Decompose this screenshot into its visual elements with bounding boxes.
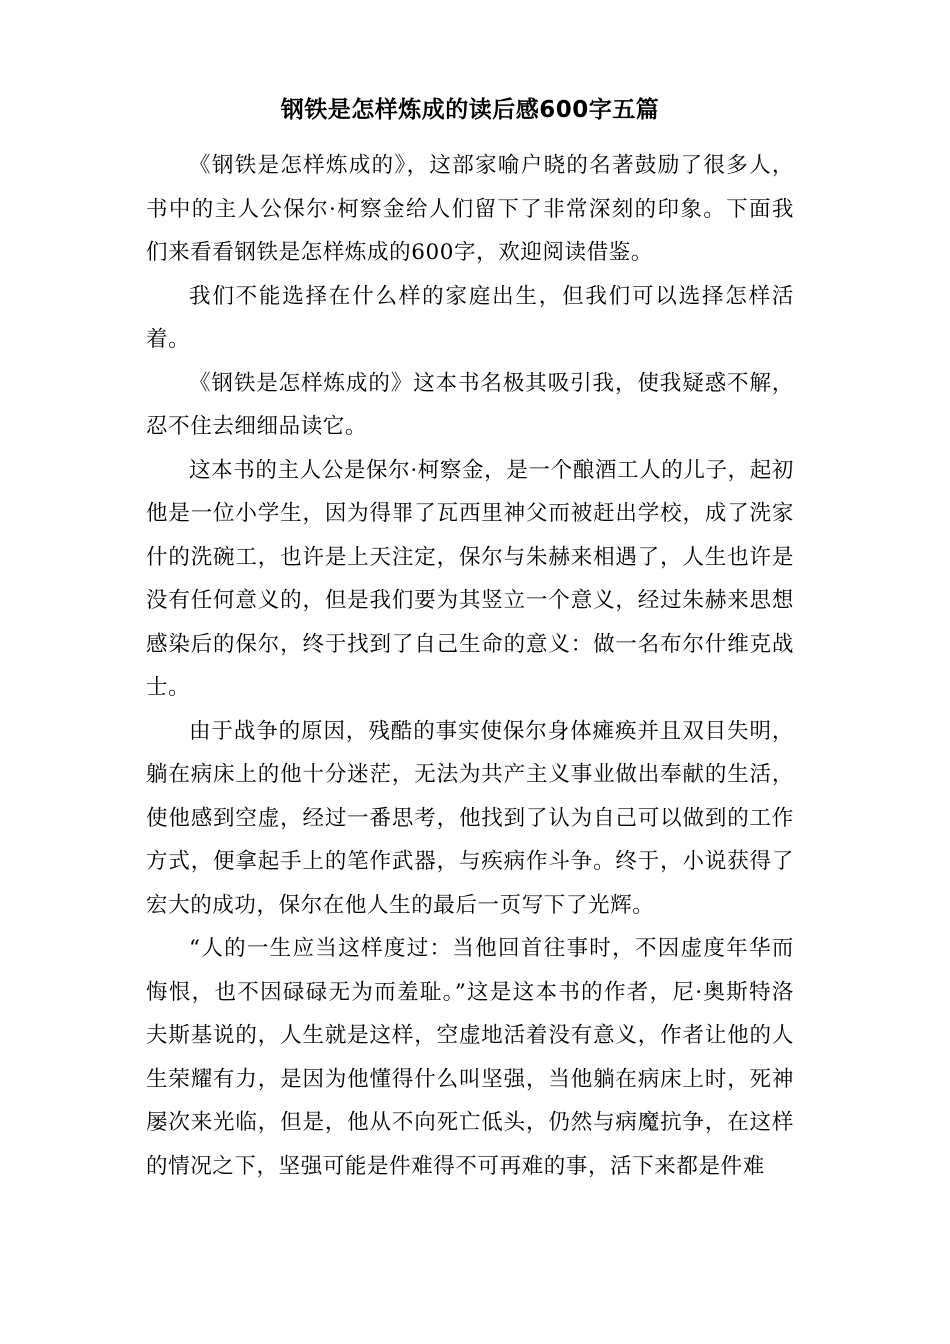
paragraph-book-title: 《钢铁是怎样炼成的》这本书名极其吸引我，使我疑惑不解，忍不住去细细品读它。 [146, 370, 794, 439]
document-body [146, 90, 794, 1188]
paragraph-protagonist: 这本书的主人公是保尔·柯察金，是一个酿酒工人的儿子，起初他是一位小学生，因为得罪了瓦西里神父而被赶出学校，成了洗家什的洗碗工，也许是上天注定，保尔与朱赫来相遇了，人生也许是没有任何意义的，但是我们要为其竖立一个意义，经过朱赫来思想感染后的保尔，终于找到了自己生命的意义：做一名布尔什维克战士。 [146, 457, 794, 700]
paragraph-choice: 我们不能选择在什么样的家庭出生，但我们可以选择怎样活着。 [146, 283, 794, 352]
paragraph-quote: “人的一生应当这样度过：当他回首往事时，不因虚度年华而悔恨，也不因碌碌无为而羞耻。”这是这本书的作者，尼·奥斯特洛夫斯基说的，人生就是这样，空虚地活着没有意义，作者让他的人生荣耀有力，是因为他懂得什么叫坚强，当他躺在病床上时，死神屡次来光临，但是，他从不向死亡低头，仍然与病魔抗争，在这样的情况之下，坚强可能是件难得不可再难的事，活下来都是件难 [146, 936, 794, 1179]
document-title: 钢铁是怎样炼成的读后感600字五篇 [280, 97, 660, 123]
paragraph-war: 由于战争的原因，残酷的事实使保尔身体瘫痪并且双目失明，躺在病床上的他十分迷茫，无法为共产主义事业做出奉献的生活，使他感到空虚，经过一番思考，他找到了认为自己可以做到的工作方式，便拿起手上的笔作武器，与疾病作斗争。终于，小说获得了宏大的成功，保尔在他人生的最后一页写下了光辉。 [146, 718, 794, 918]
paragraph-intro: 《钢铁是怎样炼成的》，这部家喻户晓的名著鼓励了很多人，书中的主人公保尔·柯察金给人们留下了非常深刻的印象。下面我们来看看钢铁是怎样炼成的600字，欢迎阅读借鉴。 [146, 153, 794, 265]
